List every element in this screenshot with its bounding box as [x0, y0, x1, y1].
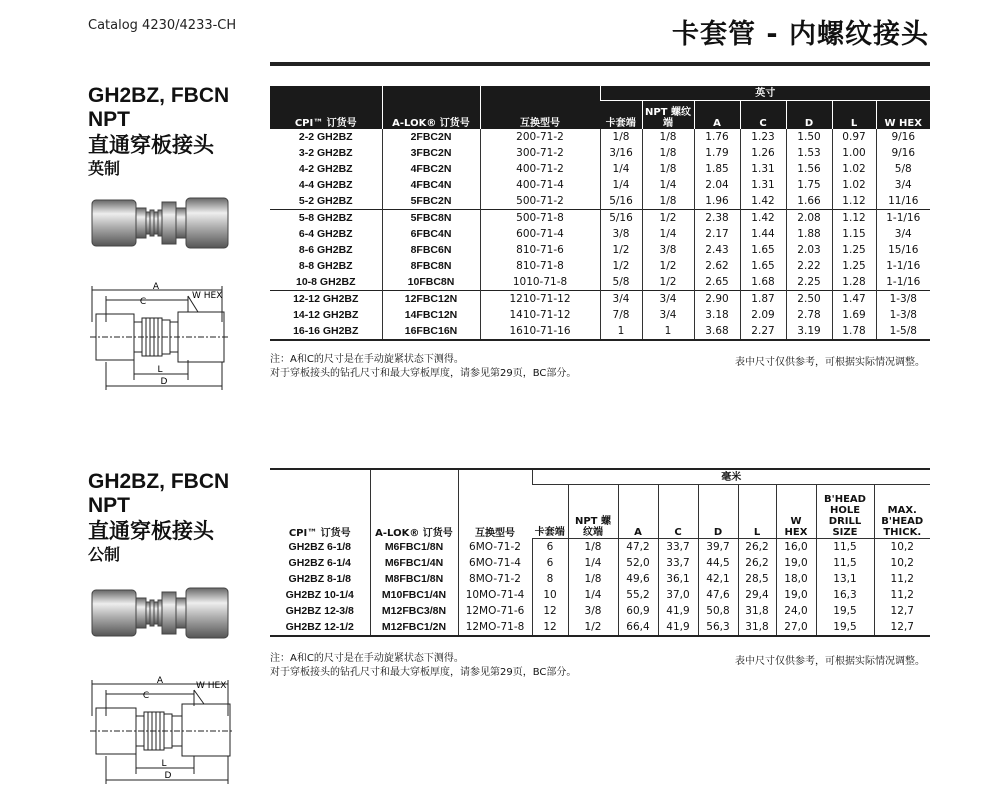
col-tube-end: 卡套端 [600, 101, 642, 129]
table-cell: 1.15 [832, 226, 876, 242]
table-cell: M10FBC1/4N [370, 587, 458, 603]
col-c: C [740, 101, 786, 129]
table-cell: 1.12 [832, 193, 876, 210]
col-l: L [832, 101, 876, 129]
table-cell: 1.00 [832, 145, 876, 161]
section2-title-name: 直通穿板接头 [88, 519, 214, 543]
table-cell: 1-1/16 [876, 209, 930, 226]
table-cell: 1.26 [740, 145, 786, 161]
table-cell: 12,7 [874, 603, 930, 619]
table-cell: 16FBC16N [382, 323, 480, 340]
table-cell: 49,6 [618, 571, 658, 587]
table-cell: 6 [532, 555, 568, 571]
table-cell: 2.09 [740, 307, 786, 323]
table-cell: 9/16 [876, 129, 930, 145]
table-cell: 2.50 [786, 290, 832, 307]
table-cell: 19,0 [776, 587, 816, 603]
table-cell: 1-3/8 [876, 307, 930, 323]
dim-c-label: C [142, 691, 150, 701]
table-cell: 12,7 [874, 619, 930, 636]
section1-title-unit: 英制 [88, 159, 121, 178]
table-row [270, 129, 930, 145]
table-cell: 10MO-71-4 [458, 587, 532, 603]
table-cell: 1010-71-8 [480, 274, 600, 291]
table-cell: 1.66 [786, 193, 832, 210]
table-cell: 12FBC12N [382, 290, 480, 307]
table-row [270, 571, 930, 587]
table-cell: 3/4 [642, 290, 694, 307]
table-cell: 1.56 [786, 161, 832, 177]
table-cell: 1/8 [568, 539, 618, 556]
table-cell: 1-5/8 [876, 323, 930, 340]
table-cell: 33,7 [658, 539, 698, 556]
col-a: A [618, 485, 658, 539]
table-cell: 1/8 [642, 129, 694, 145]
col-a: A [694, 101, 740, 129]
table-cell: 12-12 GH2BZ [270, 290, 382, 307]
table-row [270, 555, 930, 571]
table-cell: 31,8 [738, 603, 776, 619]
table-cell: 1.76 [694, 129, 740, 145]
table-cell: 1-1/16 [876, 274, 930, 291]
table-row [270, 161, 930, 177]
table-row [270, 177, 930, 193]
table-cell: 8FBC8N [382, 258, 480, 274]
table-cell: 14FBC12N [382, 307, 480, 323]
table-cell: 16,0 [776, 539, 816, 556]
dim-a-label: A [156, 676, 164, 686]
dim-l-label: L [157, 365, 163, 375]
table-cell: 16-16 GH2BZ [270, 323, 382, 340]
table-cell: GH2BZ 12-1/2 [270, 619, 370, 636]
table-cell: 1/2 [600, 258, 642, 274]
table-row [270, 323, 930, 340]
table-cell: 60,9 [618, 603, 658, 619]
table-cell: 1.78 [832, 323, 876, 340]
section1-note [270, 353, 576, 381]
table-cell: 29,4 [738, 587, 776, 603]
table-cell: GH2BZ 10-1/4 [285, 589, 354, 601]
table-row [270, 290, 930, 307]
table-cell: 1/2 [642, 274, 694, 291]
table-cell: 8FBC6N [382, 242, 480, 258]
table-cell: 3/8 [600, 226, 642, 242]
table-cell: 42,1 [698, 571, 738, 587]
table-cell: 5/16 [600, 209, 642, 226]
section1-fitting-photo [90, 192, 232, 254]
dim-whex-label: W HEX [196, 681, 227, 691]
table-cell: 1/2 [642, 209, 694, 226]
table-cell: 4FBC2N [382, 161, 480, 177]
section1-title-name: 直通穿板接头 [88, 133, 214, 157]
table-cell: 5/8 [600, 274, 642, 291]
title-rule [270, 62, 930, 66]
table-cell: 50,8 [698, 603, 738, 619]
table-cell: 1.69 [832, 307, 876, 323]
table-row [270, 307, 930, 323]
table-cell: 1/2 [600, 242, 642, 258]
table-cell: 2.08 [786, 209, 832, 226]
table-cell: GH2BZ 8-1/8 [288, 573, 351, 585]
table-cell: 1.88 [786, 226, 832, 242]
table-cell: 1.53 [786, 145, 832, 161]
table-cell: 2.25 [786, 274, 832, 291]
table-cell: 3/16 [600, 145, 642, 161]
table-row [270, 258, 930, 274]
table-cell: 2.90 [694, 290, 740, 307]
table-cell: 1410-71-12 [480, 307, 600, 323]
table-cell: 1/8 [642, 193, 694, 210]
section2-note-line2: 对于穿板接头的钻孔尺寸和最大穿板厚度，请参见第29页，BC部分。 [270, 667, 577, 678]
table-cell: 5-2 GH2BZ [298, 194, 353, 207]
col-whex: W HEX [876, 101, 930, 129]
table-cell: 6 [532, 539, 568, 556]
table-cell: 12MO-71-6 [458, 603, 532, 619]
table-cell: 9/16 [876, 145, 930, 161]
dim-c-label: C [139, 297, 147, 307]
table-cell: 55,2 [618, 587, 658, 603]
table-cell: 1.65 [740, 242, 786, 258]
table-cell: 15/16 [876, 242, 930, 258]
table-cell: 3.19 [786, 323, 832, 340]
table-cell: 6MO-71-4 [458, 555, 532, 571]
table-cell: 1-1/16 [876, 258, 930, 274]
table-cell: 200-71-2 [480, 129, 600, 145]
table-cell: 1/4 [568, 587, 618, 603]
table-cell: 810-71-8 [480, 258, 600, 274]
table-cell: 3.18 [694, 307, 740, 323]
table-cell: 18,0 [776, 571, 816, 587]
table-cell: 10,2 [874, 539, 930, 556]
table-cell: 400-71-4 [480, 177, 600, 193]
table-cell: 19,5 [816, 619, 874, 636]
section2-title [88, 470, 229, 566]
table-cell: 13,1 [816, 571, 874, 587]
table-cell: 300-71-2 [480, 145, 600, 161]
table-cell: 5FBC8N [382, 209, 480, 226]
col-whex: W HEX [776, 485, 816, 539]
table-cell: 41,9 [658, 603, 698, 619]
table-cell: 1/4 [642, 226, 694, 242]
table-cell: 47,6 [698, 587, 738, 603]
col-alok: A-LOK® 订货号 [370, 469, 458, 539]
table-cell: 7/8 [600, 307, 642, 323]
table-cell: 8-6 GH2BZ [298, 243, 353, 256]
table-cell: 56,3 [698, 619, 738, 636]
table-cell: 1/8 [600, 129, 642, 145]
dim-a-label: A [152, 282, 160, 292]
table-cell: 6FBC4N [382, 226, 480, 242]
table-cell: 39,7 [698, 539, 738, 556]
table-cell: GH2BZ 12-3/8 [285, 605, 354, 617]
table-cell: 1.79 [694, 145, 740, 161]
table-cell: 3-2 GH2BZ [298, 146, 353, 159]
table-cell: 11,5 [816, 539, 874, 556]
table-cell: 1.23 [740, 129, 786, 145]
col-l: L [738, 485, 776, 539]
col-d: D [786, 101, 832, 129]
table-cell: 5/16 [600, 193, 642, 210]
table-cell: 10 [532, 587, 568, 603]
table-cell: 3FBC2N [382, 145, 480, 161]
table-cell: 2.62 [694, 258, 740, 274]
dim-whex-label: W HEX [192, 291, 223, 301]
table-cell: 26,2 [738, 539, 776, 556]
table-cell: M6FBC1/8N [370, 539, 458, 556]
table-cell: 1.12 [832, 209, 876, 226]
col-npt: NPT 螺纹端 [642, 101, 694, 129]
table-row [270, 619, 930, 636]
table-cell: 1.42 [740, 209, 786, 226]
col-d: D [698, 485, 738, 539]
table-cell: 1/4 [600, 177, 642, 193]
section2-dimension-drawing [88, 676, 238, 788]
table-cell: 10-8 GH2BZ [295, 275, 356, 288]
table-cell: 1.85 [694, 161, 740, 177]
table-cell: M8FBC1/8N [370, 571, 458, 587]
table-cell: 4-4 GH2BZ [298, 178, 353, 191]
table-cell: 3/4 [876, 177, 930, 193]
table-cell: 4-2 GH2BZ [298, 162, 353, 175]
table-cell: 33,7 [658, 555, 698, 571]
section1-spec-table [270, 86, 930, 341]
table-cell: 1 [600, 323, 642, 340]
col-interchange: 互换型号 [458, 469, 532, 539]
section2-note [270, 652, 576, 680]
catalog-number: Catalog 4230/4233-CH [88, 18, 237, 33]
table-cell: M6FBC1/4N [370, 555, 458, 571]
section1-note-line1: 注：A和C的尺寸是在手动旋紧状态下测得。 [270, 354, 464, 365]
table-cell: 27,0 [776, 619, 816, 636]
col-npt: NPT 螺纹端 [568, 485, 618, 539]
table-cell: 8MO-71-2 [458, 571, 532, 587]
table-cell: 1.02 [832, 161, 876, 177]
section1-note-right: 表中尺寸仅供参考，可根据实际情况调整。 [735, 357, 925, 368]
table-cell: 1.31 [740, 177, 786, 193]
table-cell: 1/8 [642, 161, 694, 177]
table-cell: 11,5 [816, 555, 874, 571]
table-cell: 3/4 [600, 290, 642, 307]
table-cell: 36,1 [658, 571, 698, 587]
table-cell: 28,5 [738, 571, 776, 587]
table-cell: 8 [532, 571, 568, 587]
col-c: C [658, 485, 698, 539]
table-cell: 2FBC2N [382, 129, 480, 145]
table-cell: 10,2 [874, 555, 930, 571]
table-row [270, 193, 930, 210]
table-cell: 10FBC8N [382, 274, 480, 291]
table-cell: 1/4 [568, 555, 618, 571]
table-cell: 500-71-2 [480, 193, 600, 210]
table-cell: GH2BZ 6-1/4 [288, 557, 351, 569]
table-cell: 3/4 [876, 226, 930, 242]
table-cell: 1.44 [740, 226, 786, 242]
col-group-mm: 毫米 [532, 469, 930, 485]
col-max-bhead: MAX. B'HEAD THICK. [874, 485, 930, 539]
table-row [270, 603, 930, 619]
table-cell: M12FBC1/2N [370, 619, 458, 636]
section2-note-line1: 注：A和C的尺寸是在手动旋紧状态下测得。 [270, 653, 464, 664]
section1-title-model: GH2BZ, FBCN [88, 84, 230, 107]
table-cell: 44,5 [698, 555, 738, 571]
table-cell: 1.02 [832, 177, 876, 193]
table-cell: 3/8 [568, 603, 618, 619]
table-cell: 4FBC4N [382, 177, 480, 193]
table-cell: 6-4 GH2BZ [298, 227, 353, 240]
section2-title-model: GH2BZ, FBCN [88, 470, 230, 493]
table-cell: GH2BZ 6-1/8 [288, 540, 351, 553]
table-cell: 1.65 [740, 258, 786, 274]
col-group-inch: 英寸 [600, 86, 930, 101]
section1-note-line2: 对于穿板接头的钻孔尺寸和最大穿板厚度，请参见第29页，BC部分。 [270, 368, 577, 379]
table-cell: 12MO-71-8 [458, 619, 532, 636]
table-row [270, 539, 930, 556]
table-row [270, 209, 930, 226]
table-cell: 3/8 [642, 242, 694, 258]
table-cell: 1210-71-12 [480, 290, 600, 307]
table-cell: 1.25 [832, 242, 876, 258]
dim-d-label: D [164, 771, 172, 781]
table-cell: 1.47 [832, 290, 876, 307]
table-cell: 26,2 [738, 555, 776, 571]
table-cell: 2-2 GH2BZ [298, 130, 353, 143]
section1-title [88, 84, 229, 180]
section2-note-right: 表中尺寸仅供参考，可根据实际情况调整。 [735, 656, 925, 667]
table-cell: 2.22 [786, 258, 832, 274]
table-cell: 1/2 [568, 619, 618, 636]
table-cell: 11/16 [876, 193, 930, 210]
table-cell: 1.25 [832, 258, 876, 274]
section1-title-thread: NPT [88, 108, 130, 131]
table-cell: 2.03 [786, 242, 832, 258]
table-cell: 12 [532, 619, 568, 636]
table-cell: 1.96 [694, 193, 740, 210]
section2-title-unit: 公制 [88, 545, 121, 564]
table-cell: 3.68 [694, 323, 740, 340]
table-cell: 1610-71-16 [480, 323, 600, 340]
table-cell: 2.78 [786, 307, 832, 323]
col-alok: A-LOK® 订货号 [382, 86, 480, 129]
table-cell: 1-3/8 [876, 290, 930, 307]
section1-dimension-drawing [88, 282, 233, 392]
table-cell: 2.65 [694, 274, 740, 291]
table-cell: 1.87 [740, 290, 786, 307]
table-cell: 19,5 [816, 603, 874, 619]
table-cell: 1/8 [642, 145, 694, 161]
table-cell: 1/4 [600, 161, 642, 177]
table-cell: 66,4 [618, 619, 658, 636]
table-row [270, 226, 930, 242]
table-cell: 11,2 [874, 587, 930, 603]
dim-d-label: D [160, 377, 168, 387]
table-cell: 5FBC2N [382, 193, 480, 210]
table-row [270, 587, 930, 603]
table-cell: 500-71-8 [480, 209, 600, 226]
table-cell: 1/2 [642, 258, 694, 274]
table-cell: 1.42 [740, 193, 786, 210]
table-cell: 2.04 [694, 177, 740, 193]
table-cell: 400-71-2 [480, 161, 600, 177]
table-cell: 37,0 [658, 587, 698, 603]
table-row [270, 242, 930, 258]
table-cell: M12FBC3/8N [370, 603, 458, 619]
table-cell: 19,0 [776, 555, 816, 571]
table-cell: 16,3 [816, 587, 874, 603]
table-cell: 2.43 [694, 242, 740, 258]
table-cell: 12 [532, 603, 568, 619]
col-cpi: CPI™ 订货号 [270, 469, 370, 539]
table-cell: 41,9 [658, 619, 698, 636]
table-row [270, 274, 930, 291]
table-cell: 2.38 [694, 209, 740, 226]
table-cell: 3/4 [642, 307, 694, 323]
table-cell: 11,2 [874, 571, 930, 587]
table-cell: 14-12 GH2BZ [293, 308, 359, 321]
table-cell: 5-8 GH2BZ [270, 209, 382, 226]
table-cell: 2.27 [740, 323, 786, 340]
col-tube-end: 卡套端 [532, 485, 568, 539]
table-cell: 1/8 [568, 571, 618, 587]
table-cell: 810-71-6 [480, 242, 600, 258]
section2-fitting-photo [90, 582, 232, 644]
section2-title-thread: NPT [88, 494, 130, 517]
table-cell: 0.97 [832, 129, 876, 145]
table-cell: 600-71-4 [480, 226, 600, 242]
table-cell: 1.75 [786, 177, 832, 193]
col-bhead-drill: B'HEAD HOLE DRILL SIZE [816, 485, 874, 539]
table-cell: 8-8 GH2BZ [298, 259, 353, 272]
table-cell: 24,0 [776, 603, 816, 619]
table-cell: 1.28 [832, 274, 876, 291]
section2-spec-table [270, 468, 930, 637]
table-cell: 6MO-71-2 [458, 539, 532, 556]
dim-l-label: L [161, 759, 167, 769]
table-cell: 5/8 [876, 161, 930, 177]
col-cpi: CPI™ 订货号 [270, 86, 382, 129]
table-cell: 31,8 [738, 619, 776, 636]
page-title: 卡套管 - 内螺纹接头 [671, 19, 929, 50]
table-cell: 1 [642, 323, 694, 340]
table-cell: 1.50 [786, 129, 832, 145]
table-cell: 2.17 [694, 226, 740, 242]
table-cell: 1/4 [642, 177, 694, 193]
table-cell: 52,0 [618, 555, 658, 571]
table-row [270, 145, 930, 161]
table-cell: 1.68 [740, 274, 786, 291]
table-cell: 47,2 [618, 539, 658, 556]
col-interchange: 互换型号 [480, 86, 600, 129]
table-cell: 1.31 [740, 161, 786, 177]
